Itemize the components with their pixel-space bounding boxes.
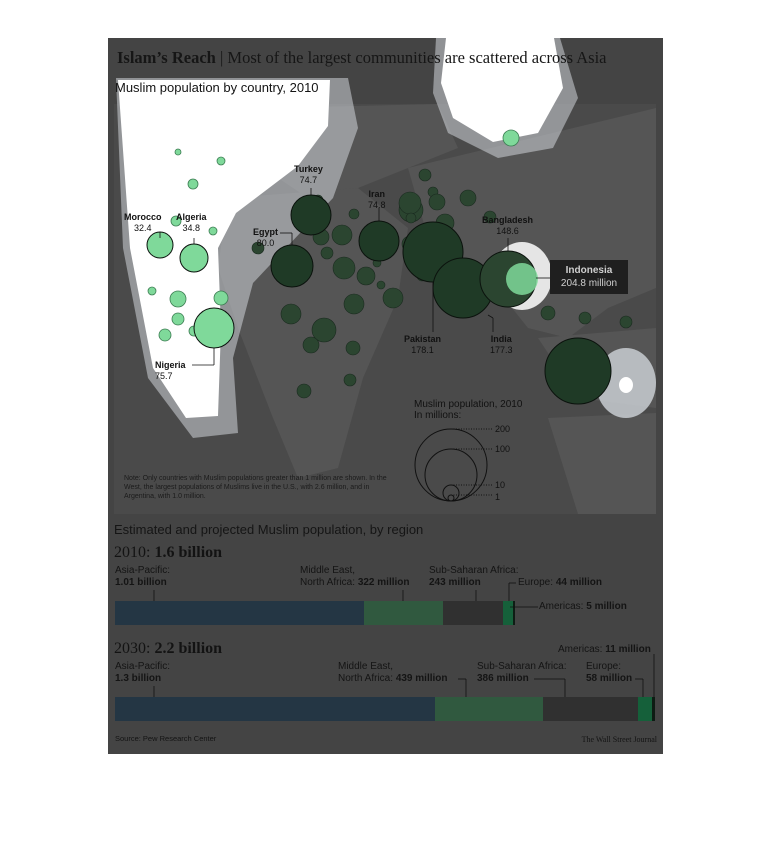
label-2030-asia: Asia-Pacific: 1.3 billion	[115, 661, 171, 684]
size-legend-200: 200	[495, 424, 511, 434]
label-morocco: Morocco 32.4	[124, 212, 162, 233]
label-pakistan: Pakistan 178.1	[404, 334, 442, 355]
label-2010-asia: Asia-Pacific: 1.01 billion	[115, 565, 171, 588]
label-india: India 177.3	[490, 334, 513, 355]
size-legend-100: 100	[495, 444, 511, 454]
total-2030: 2030: 2.2 billion	[114, 640, 223, 657]
label-2030-mena: Middle East, North Africa: 439 million	[338, 661, 448, 684]
label-turkey: Turkey 74.7	[294, 164, 323, 185]
label-2010-europe: Europe: 44 million	[518, 577, 602, 588]
label-nigeria: Nigeria 75.7	[155, 360, 186, 381]
size-legend-title: Muslim population, 2010 In millions:	[414, 399, 523, 421]
label-iran: Iran 74.8	[368, 189, 386, 210]
publisher-credit: The Wall Street Journal	[581, 735, 657, 744]
region-chart-title: Estimated and projected Muslim population, by region	[114, 522, 424, 537]
label-2030-europe: Europe: 58 million	[586, 661, 633, 684]
label-2010-ssa: Sub-Saharan Africa: 243 million	[429, 565, 519, 588]
headline-separator: |	[219, 48, 224, 67]
total-2010: 2010: 1.6 billion	[114, 544, 223, 561]
size-legend-1: 1	[495, 492, 501, 502]
map-note: Note: Only countries with Muslim populations greater than 1 million are shown. In the West, the largest populations of Muslims live in the U.S., with 2.6 million, and in Argentina, with 1.0 million.	[124, 475, 387, 500]
size-legend-10: 10	[495, 480, 506, 490]
region-leader-lines	[108, 38, 663, 754]
label-2010-mena: Middle East, North Africa: 322 million	[300, 565, 410, 588]
label-2030-americas: Americas: 11 million	[558, 644, 651, 655]
label-egypt: Egypt 80.0	[253, 227, 279, 248]
label-indonesia: Indonesia 204.8 million	[550, 260, 628, 294]
headline-bold: Islam’s Reach	[117, 48, 216, 67]
label-2030-ssa: Sub-Saharan Africa: 386 million	[477, 661, 567, 684]
label-bangladesh: Bangladesh 148.6	[482, 215, 534, 236]
label-algeria: Algeria 34.8	[176, 212, 207, 233]
label-2010-americas: Americas: 5 million	[539, 601, 627, 612]
map-subtitle: Muslim population by country, 2010	[115, 80, 319, 95]
source-note: Source: Pew Research Center	[115, 734, 217, 743]
infographic-card	[108, 38, 663, 754]
headline-rest: Most of the largest communities are scattered across Asia	[227, 48, 607, 67]
